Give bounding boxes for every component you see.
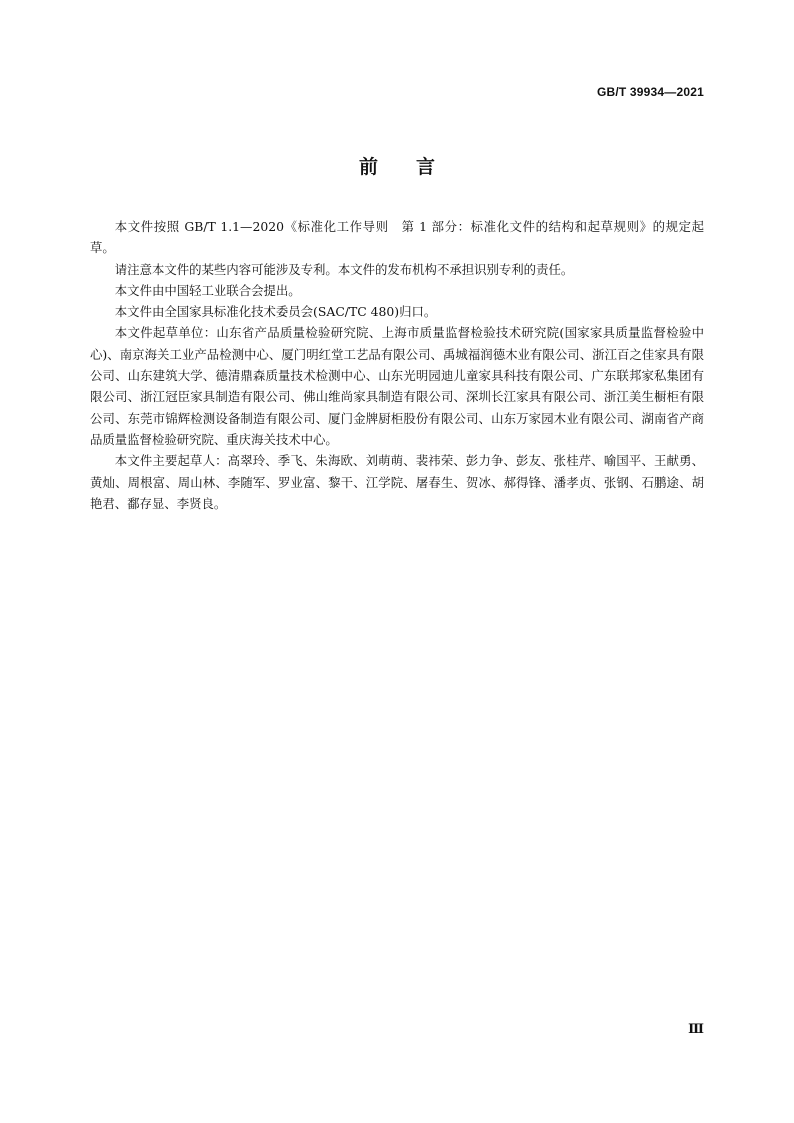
- paragraph-drafting-organizations: 本文件起草单位：山东省产品质量检验研究院、上海市质量监督检验技术研究院(国家家具质量监督检验中心)、南京海关工业产品检测中心、厦门明红堂工艺品有限公司、禹城福润德木业有限公司、浙江百之佳家具有限公司、山东建筑大学、德清鼎森质量技术检测中心、山东光明园迪儿童家具科技有限公司、广东联邦家私集团有限公司、浙江冠臣家具制造有限公司、佛山维尚家具制造有限公司、深圳长江家具有限公司、浙江美生橱柜有限公司、东莞市锦辉检测设备制造有限公司、厦门金牌厨柜股份有限公司、山东万家园木业有限公司、湖南省产商品质量监督检验研究院、重庆海关技术中心。: [90, 325, 704, 447]
- paragraph-patent-notice: 请注意本文件的某些内容可能涉及专利。本文件的发布机构不承担识别专利的责任。: [114, 261, 574, 277]
- page-title: 前 言: [358, 156, 435, 178]
- page-number: Ⅲ: [688, 1022, 704, 1037]
- standard-number: GB/T 39934—2021: [596, 85, 704, 99]
- paragraph-main-drafters: 本文件主要起草人：高翠玲、季飞、朱海欧、刘萌萌、裴祎荣、彭力争、彭友、张桂芹、喻国平、王献勇、黄灿、周根富、周山林、李随军、罗业富、黎干、江学院、屠春生、贺冰、郝得锋、潘孝贞、张钢、石鹏途、胡艳君、鄱存显、李贤良。: [90, 453, 704, 511]
- foreword-body: [90, 216, 704, 514]
- paragraph-drafting-rules: 本文件按照 GB/T 1.1—2020《标准化工作导则 第 1 部分：标准化文件的结构和起草规则》的规定起草。: [90, 219, 704, 256]
- paragraph-technical-committee: 本文件由全国家具标准化技术委员会(SAC/TC 480)归口。: [114, 304, 437, 320]
- paragraph-proposer: 本文件由中国轻工业联合会提出。: [114, 282, 301, 298]
